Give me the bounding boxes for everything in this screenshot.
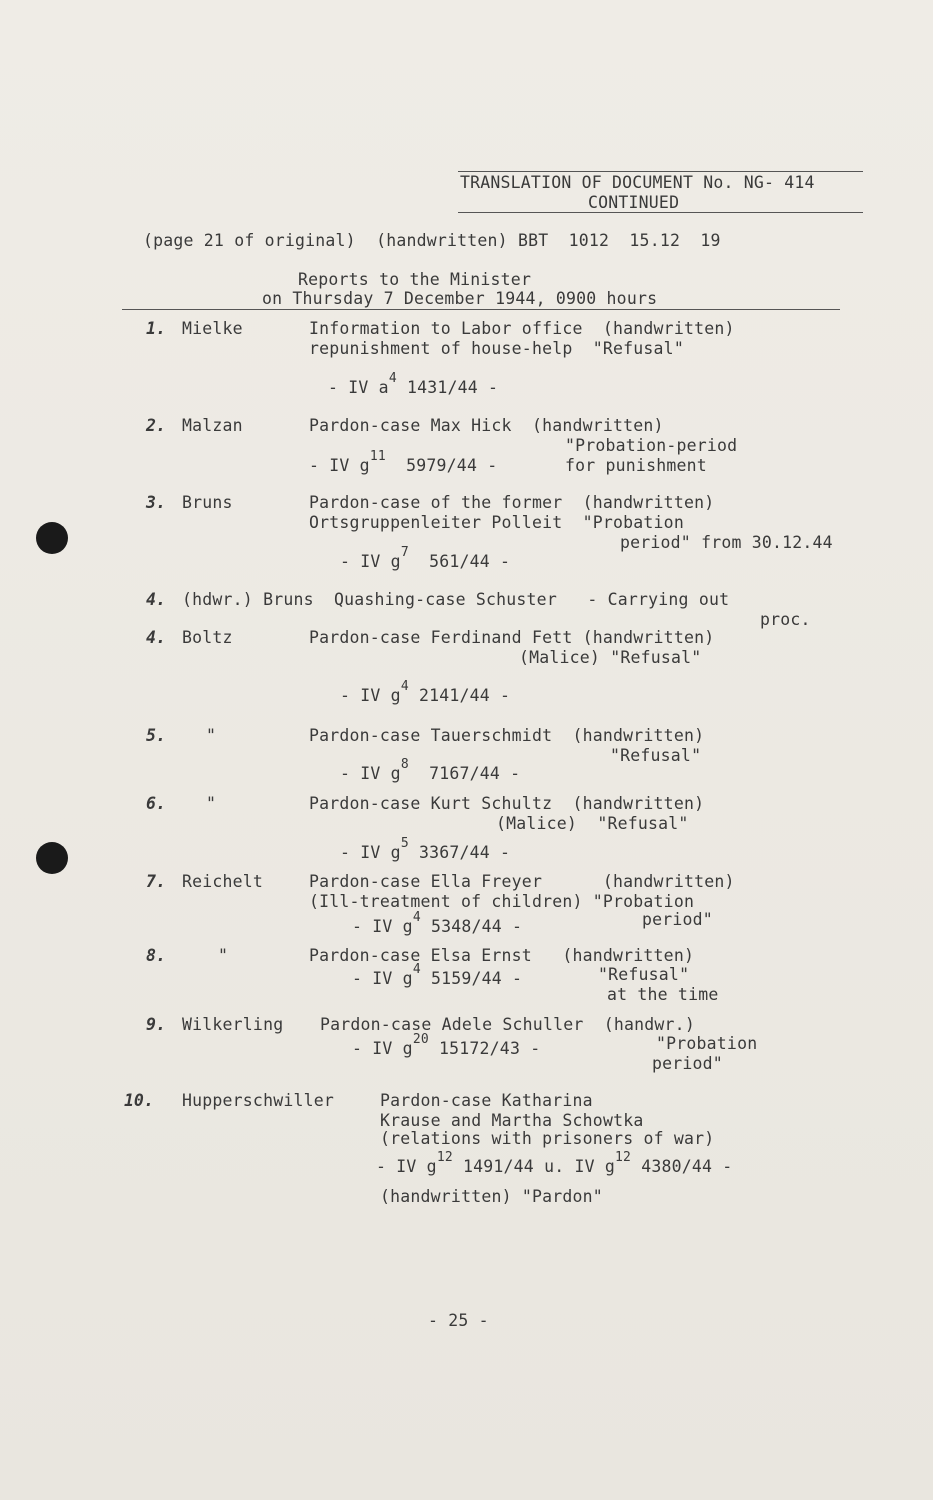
- entry-line-2: "Refusal": [598, 965, 690, 984]
- entry-line-2: proc.: [760, 610, 811, 629]
- punch-hole-top: [36, 522, 68, 554]
- title-underline: [458, 212, 863, 213]
- entry-reference: - IV $g^4$ 5348/44 -: [352, 910, 523, 936]
- entry-name: ": [218, 946, 229, 965]
- continued-label: CONTINUED: [588, 193, 680, 212]
- reports-date: on Thursday 7 December 1944, 0900 hours: [262, 289, 658, 308]
- entry-line-1: Information to Labor office (handwritten): [309, 319, 735, 338]
- entry-line-3: period": [642, 910, 713, 929]
- entry-reference: - IV $a^4$ 1431/44 -: [328, 371, 499, 397]
- entry-number: 8.: [146, 946, 166, 965]
- entry-line-2: "Probation-period: [565, 436, 738, 455]
- entry-reference: - IV $g^4$ 5159/44 -: [352, 962, 523, 988]
- entry-number: 10.: [124, 1091, 154, 1110]
- page-number: - 25 -: [428, 1311, 489, 1330]
- entry-reference: - IV $g^8$ 7167/44 -: [340, 757, 521, 783]
- entry-line-3: for punishment: [565, 456, 707, 475]
- entry-line-4: (handwritten) "Pardon": [380, 1187, 603, 1206]
- reports-rule: [122, 309, 840, 310]
- entry-number: 5.: [146, 726, 166, 745]
- entry-name: Reichelt: [182, 872, 264, 891]
- reference-line: (page 21 of original) (handwritten) BBT 1012 15.12 19: [143, 231, 721, 250]
- entry-name: ": [206, 726, 217, 745]
- entry-line-2: Ortsgruppenleiter Polleit "Probation: [309, 513, 684, 532]
- entry-name: Bruns: [182, 493, 233, 512]
- entry-number: 3.: [146, 493, 166, 512]
- entry-line-2: Krause and Martha Schowtka: [380, 1111, 644, 1130]
- entry-line-3: (relations with prisoners of war): [380, 1129, 715, 1148]
- entry-number: 6.: [146, 794, 166, 813]
- entry-name: ": [206, 794, 217, 813]
- punch-hole-bottom: [36, 842, 68, 874]
- entry-line-2: (Malice) "Refusal": [496, 814, 689, 833]
- entry-number: 7.: [146, 872, 166, 891]
- entry-reference: - IV $g^7$ 561/44 -: [340, 545, 511, 571]
- entry-number: 2.: [146, 416, 166, 435]
- entry-number: 4.: [146, 590, 166, 609]
- entry-number: 9.: [146, 1015, 166, 1034]
- entry-line-2: "Refusal": [610, 746, 702, 765]
- entry-line-1: (hdwr.) Bruns Quashing-case Schuster - Carrying out: [182, 590, 730, 609]
- entry-line-1: Pardon-case Max Hick (handwritten): [309, 416, 664, 435]
- entry-name: Wilkerling: [182, 1015, 284, 1034]
- entry-line-1: Pardon-case Elsa Ernst (handwritten): [309, 946, 695, 965]
- entry-line-1: Pardon-case of the former (handwritten): [309, 493, 715, 512]
- entry-line-2: (Ill-treatment of children) "Probation: [309, 892, 695, 911]
- title-overline: [458, 171, 863, 172]
- entry-name: Boltz: [182, 628, 233, 647]
- entry-reference: - IV $g^{12}$ 1491/44 u. IV $g^{12}$ 4380/44 -: [376, 1150, 733, 1176]
- entry-reference: - IV $g^5$ 3367/44 -: [340, 836, 511, 862]
- entry-line-1: Pardon-case Adele Schuller (handwr.): [320, 1015, 695, 1034]
- entry-line-3: period": [652, 1054, 723, 1073]
- entry-name: Malzan: [182, 416, 243, 435]
- reports-title: Reports to the Minister: [298, 270, 532, 289]
- entry-number: 1.: [146, 319, 166, 338]
- entry-line-1: Pardon-case Tauerschmidt (handwritten): [309, 726, 705, 745]
- entry-reference: - IV $g^{11}$ 5979/44 -: [309, 449, 498, 475]
- entry-line-3: at the time: [607, 985, 719, 1004]
- entry-name: Hupperschwiller: [182, 1091, 335, 1110]
- entry-line-2: repunishment of house-help "Refusal": [309, 339, 684, 358]
- entry-reference: - IV $g^4$ 2141/44 -: [340, 679, 511, 705]
- entry-line-1: Pardon-case Katharina: [380, 1091, 593, 1110]
- entry-line-3: period" from 30.12.44: [620, 533, 833, 552]
- entry-line-2: (Malice) "Refusal": [519, 648, 702, 667]
- entry-reference: - IV $g^{20}$ 15172/43 -: [352, 1032, 541, 1058]
- entry-name: Mielke: [182, 319, 243, 338]
- entry-line-1: Pardon-case Ella Freyer (handwritten): [309, 872, 735, 891]
- entry-line-1: Pardon-case Kurt Schultz (handwritten): [309, 794, 705, 813]
- document-title: TRANSLATION OF DOCUMENT No. NG- 414: [460, 173, 815, 192]
- entry-line-1: Pardon-case Ferdinand Fett (handwritten): [309, 628, 715, 647]
- entry-line-2: "Probation: [656, 1034, 758, 1053]
- entry-number: 4.: [146, 628, 166, 647]
